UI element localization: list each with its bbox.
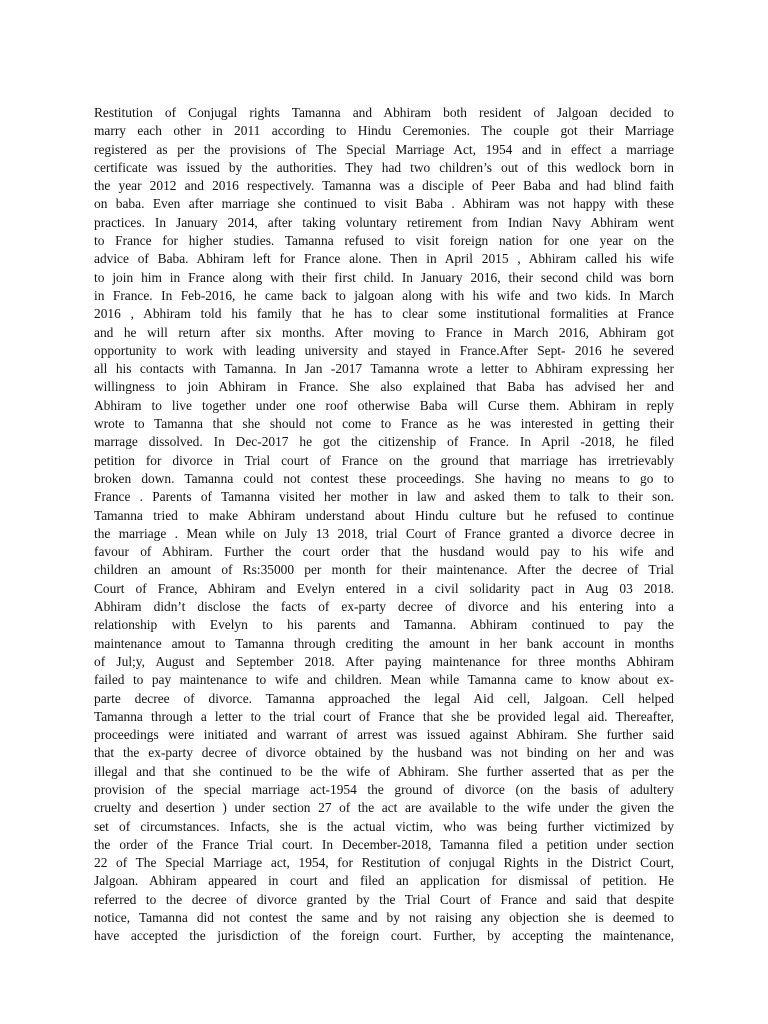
text-line: cruelty and desertion ) under section 27 of the act are available to the wife under the given the <box>94 800 674 816</box>
text-line: the marriage . Mean while on July 13 2018, trial Court of France granted a divorce decree in <box>94 525 674 541</box>
text-line: Jalgoan. Abhiram appeared in court and filed an application for dismissal of petition. He <box>94 873 674 889</box>
text-line: practices. In January 2014, after taking voluntary retirement from Indian Navy Abhiram went <box>94 214 674 230</box>
text-line: Tamanna through a letter to the trial court of France that she be provided legal aid. Thereafter, <box>94 708 674 724</box>
text-line: the order of the France Trial court. In December-2018, Tamanna filed a petition under section <box>94 836 674 852</box>
text-line: petition for divorce in Trial court of France on the ground that marriage has irretrievably <box>94 452 674 468</box>
text-line: notice, Tamanna did not contest the same and by not raising any objection she is deemed to <box>94 910 674 926</box>
text-line: have accepted the jurisdiction of the foreign court. Further, by accepting the maintenance, <box>94 928 674 944</box>
text-line: and he will return after six months. After moving to France in March 2016, Abhiram got <box>94 324 674 340</box>
text-line: maintenance amout to Tamanna through crediting the amount in her bank account in months <box>94 635 674 651</box>
text-line: certificate was issued by the authorities. They had two children’s out of this wedlock born in <box>94 159 674 175</box>
text-line: 2016 , Abhiram told his family that he has to clear some institutional formalities at France <box>94 306 674 322</box>
text-line: parte decree of divorce. Tamanna approached the legal Aid cell, Jalgoan. Cell helped <box>94 690 674 706</box>
text-line: willingness to join Abhiram in France. She also explained that Baba has advised her and <box>94 379 674 395</box>
text-line: Abhiram didn’t disclose the facts of ex-party decree of divorce and his entering into a <box>94 599 674 615</box>
text-line: on baba. Even after marriage she continued to visit Baba . Abhiram was not happy with these <box>94 196 674 212</box>
text-line: Abhiram to live together under one roof otherwise Baba will Curse them. Abhiram in reply <box>94 397 674 413</box>
text-line: failed to pay maintenance to wife and children. Mean while Tamanna came to know about ex- <box>94 672 674 688</box>
text-line: broken down. Tamanna could not contest these proceedings. She having no means to go to <box>94 470 674 486</box>
text-line: set of circumstances. Infacts, she is the actual victim, who was being further victimized by <box>94 818 674 834</box>
text-line: of Jul;y, August and September 2018. After paying maintenance for three months Abhiram <box>94 653 674 669</box>
text-line: illegal and that she continued to be the wife of Abhiram. She further asserted that as per the <box>94 763 674 779</box>
text-line: marry each other in 2011 according to Hindu Ceremonies. The couple got their Marriage <box>94 123 674 139</box>
text-line: the year 2012 and 2016 respectively. Tamanna was a disciple of Peer Baba and had blind faith <box>94 178 674 194</box>
text-line: Restitution of Conjugal rights Tamanna and Abhiram both resident of Jalgoan decided to <box>94 105 674 120</box>
text-line: to join him in France along with their first child. In January 2016, their second child was born <box>94 269 674 285</box>
text-line: to France for higher studies. Tamanna refused to visit foreign nation for one year on the <box>94 233 674 249</box>
text-line: all his contacts with Tamanna. In Jan -2017 Tamanna wrote a letter to Abhiram expressing her <box>94 361 674 377</box>
text-line: opportunity to work with leading university and stayed in France.After Sept- 2016 he severed <box>94 342 674 358</box>
text-line: provision of the special marriage act-1954 the ground of divorce (on the basis of adultery <box>94 781 674 797</box>
text-line: advice of Baba. Abhiram left for France alone. Then in April 2015 , Abhiram called his wife <box>94 251 674 267</box>
text-line: 22 of The Special Marriage act, 1954, for Restitution of conjugal Rights in the District Court, <box>94 855 674 871</box>
text-line: marrage dissolved. In Dec-2017 he got the citizenship of France. In April -2018, he filed <box>94 434 674 450</box>
text-line: referred to the decree of divorce granted by the Trial Court of France and said that despite <box>94 891 674 907</box>
text-line: France . Parents of Tamanna visited her mother in law and asked them to talk to their son. <box>94 489 674 505</box>
text-line: Tamanna tried to make Abhiram understand about Hindu culture but he refused to continue <box>94 507 674 523</box>
text-line: relationship with Evelyn to his parents and Tamanna. Abhiram continued to pay the <box>94 617 674 633</box>
text-line: wrote to Tamanna that she should not come to France as he was interested in getting their <box>94 416 674 432</box>
text-line: Court of France, Abhiram and Evelyn entered in a civil solidarity pact in Aug 03 2018. <box>94 580 674 596</box>
text-line: registered as per the provisions of The Special Marriage Act, 1954 and in effect a marriage <box>94 141 674 157</box>
text-line: proceedings were initiated and warrant of arrest was issued against Abhiram. She further said <box>94 727 674 743</box>
text-line: in France. In Feb-2016, he came back to jalgoan along with his wife and two kids. In March <box>94 287 674 303</box>
body-paragraph <box>94 104 674 946</box>
text-line: that the ex-party decree of divorce obtained by the husband was not binding on her and was <box>94 745 674 761</box>
text-line: children an amount of Rs:35000 per month for their maintenance. After the decree of Trial <box>94 562 674 578</box>
text-line: favour of Abhiram. Further the court order that the husdand would pay to his wife and <box>94 544 674 560</box>
